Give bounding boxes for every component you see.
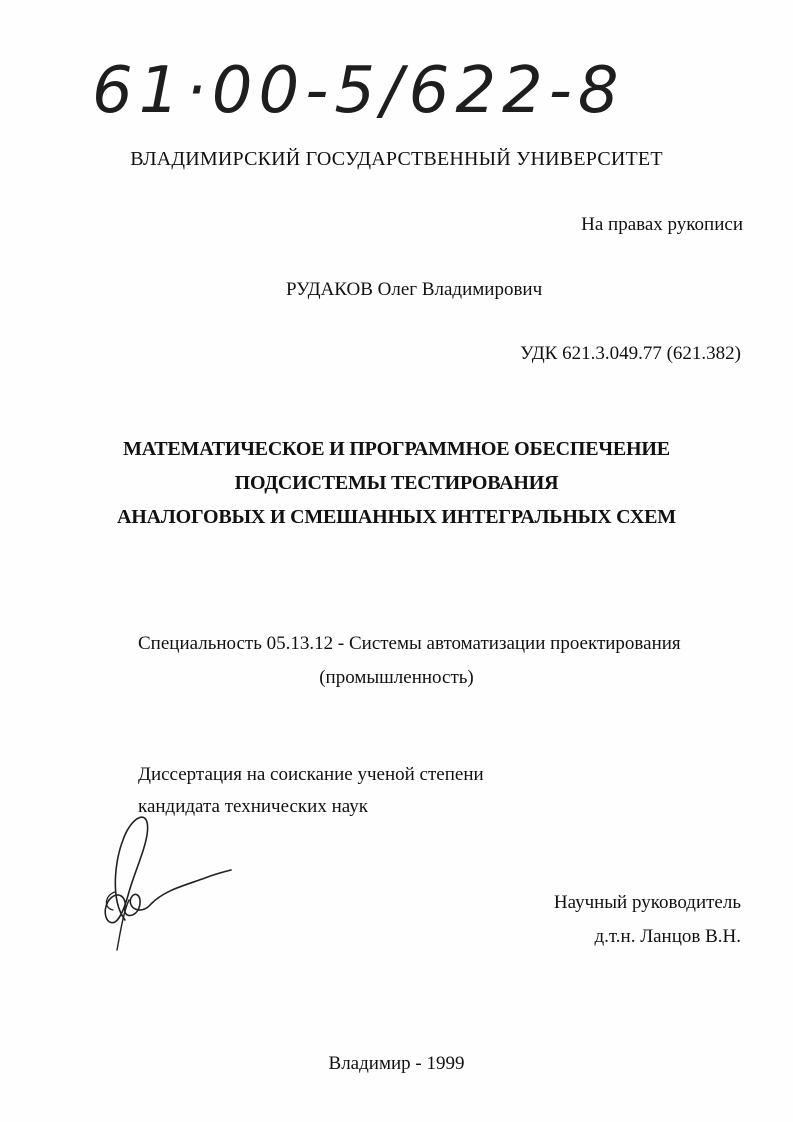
- udk-code: УДК 621.3.049.77 (621.382): [520, 343, 741, 364]
- specialty-line-2: (промышленность): [319, 667, 474, 688]
- thesis-title-line-2: ПОДСИСТЕМЫ ТЕСТИРОВАНИЯ: [234, 472, 559, 494]
- handwritten-archive-number-text: 61·00-5/622-8: [92, 54, 625, 128]
- thesis-title-line-3: АНАЛОГОВЫХ И СМЕШАННЫХ ИНТЕГРАЛЬНЫХ СХЕМ: [117, 506, 676, 528]
- university-name: ВЛАДИМИРСКИЙ ГОСУДАРСТВЕННЫЙ УНИВЕРСИТЕТ: [130, 148, 663, 170]
- handwritten-archive-number: [92, 50, 625, 140]
- dissertation-line-1: Диссертация на соискание ученой степени: [138, 764, 484, 785]
- thesis-title-line-1: МАТЕМАТИЧЕСКОЕ И ПРОГРАММНОЕ ОБЕСПЕЧЕНИЕ: [123, 438, 670, 460]
- dissertation-line-2: кандидата технических наук: [138, 796, 368, 817]
- supervisor-label: Научный руководитель: [553, 892, 741, 913]
- city-and-year: Владимир - 1999: [328, 1053, 465, 1074]
- supervisor-name: д.т.н. Ланцов В.Н.: [594, 926, 741, 947]
- author-name: РУДАКОВ Олег Владимирович: [286, 279, 543, 300]
- handwritten-signature: [95, 800, 245, 950]
- specialty-line-1: Специальность 05.13.12 - Системы автоматизации проектирования: [138, 633, 681, 654]
- manuscript-rights-note: На правах рукописи: [581, 214, 743, 235]
